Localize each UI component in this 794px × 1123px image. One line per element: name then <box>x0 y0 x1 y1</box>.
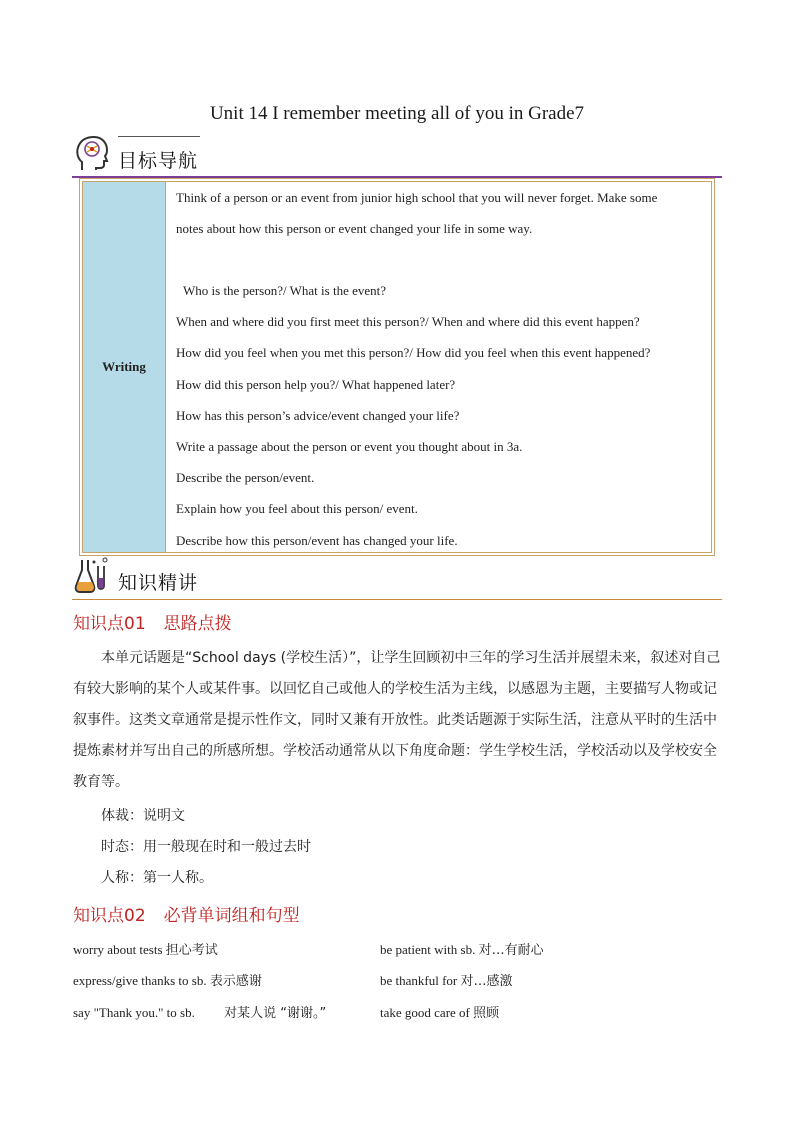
vocab-cn: 担心考试 <box>165 943 218 958</box>
vocab-cn: 表示感谢 <box>209 974 262 989</box>
vocab-en: be patient with sb. <box>380 942 476 957</box>
vocab-en: express/give thanks to sb. <box>73 973 207 988</box>
section-title-knowledge: 知识精讲 <box>118 572 199 594</box>
section-header-knowledge <box>72 556 722 600</box>
document-title: Unit 14 I remember meeting all of you in Grade7 <box>209 103 585 124</box>
prompt-line: Describe the person/event. <box>176 470 315 485</box>
writing-table-inner <box>82 181 712 553</box>
kp1-genre: 体裁：说明文 <box>101 808 185 824</box>
section-rule <box>72 599 722 601</box>
vocab-cn: 照顾 <box>473 1006 500 1021</box>
section-title-nav: 目标导航 <box>118 150 199 172</box>
prompt-line: How did you feel when you met this person?/ How did you feel when this event happened? <box>176 345 651 360</box>
vocab-cn: 对…感激 <box>460 974 513 989</box>
vocab-item <box>73 970 262 989</box>
kp1-person: 人称：第一人称。 <box>101 870 213 886</box>
prompt-line: Think of a person or an event from junior high school that you will never forget. Make some <box>176 190 658 205</box>
vocab-en: worry about tests <box>73 942 163 957</box>
prompt-line: Who is the person?/ What is the event? <box>183 283 387 298</box>
writing-table <box>79 178 715 556</box>
vocab-en: say "Thank you." to sb. <box>73 1005 195 1020</box>
kp-number: 知识点01 <box>73 614 146 634</box>
vocab-en: take good care of <box>380 1005 470 1020</box>
kp-number: 知识点02 <box>73 906 146 926</box>
kp-title: 必背单词组和句型 <box>163 906 300 926</box>
prompt-line: Write a passage about the person or event you thought about in 3a. <box>176 439 523 454</box>
vocab-item <box>380 970 513 989</box>
header-overline <box>118 136 200 137</box>
prompt-line: How did this person help you?/ What happened later? <box>176 377 456 392</box>
vocab-item <box>73 939 218 958</box>
writing-label: Writing <box>102 359 146 374</box>
prompt-line: Describe how this person/event has changed your life. <box>176 533 458 548</box>
prompt-line: Explain how you feel about this person/ event. <box>176 501 418 516</box>
kp1-tense: 时态：用一般现在时和一般过去时 <box>101 839 311 855</box>
section-header-nav <box>72 134 722 178</box>
knowledge-point-2-heading <box>73 901 300 926</box>
brain-head-icon <box>74 134 110 174</box>
knowledge-point-1-heading <box>73 609 232 634</box>
vocab-item <box>380 1002 499 1021</box>
prompt-line: notes about how this person or event changed your life in some way. <box>176 221 533 236</box>
vocab-item <box>380 939 544 958</box>
flask-icon <box>74 556 110 596</box>
vocab-en: be thankful for <box>380 973 458 988</box>
prompt-line: When and where did you first meet this person?/ When and where did this event happen? <box>176 314 640 329</box>
kp-title: 思路点拨 <box>163 614 232 634</box>
prompt-line: How has this person’s advice/event changed your life? <box>176 408 460 423</box>
writing-label-cell <box>83 182 166 552</box>
kp1-paragraph: 本单元话题是“School days (学校生活）”，让学生回顾初中三年的学习生活并展望未来，叙述对自己有较大影响的某个人或某件事。以回忆自己或他人的学校生活为主线，以感恩为主题，主要描写人物或记叙事件。这类文章通常是提示性作文，同时又兼有开放性。此类话题源于实际生活，注意从平时的生活中提炼素材并写出自己的所感所想。学校活动通常从以下角度命题：学生学校生活，学校活动以及学校安全教育等。 <box>73 650 721 790</box>
vocab-cn: 对…有耐心 <box>478 943 544 958</box>
vocab-cn: 对某人说 “谢谢。” <box>224 1006 327 1021</box>
vocab-item <box>73 1002 326 1021</box>
